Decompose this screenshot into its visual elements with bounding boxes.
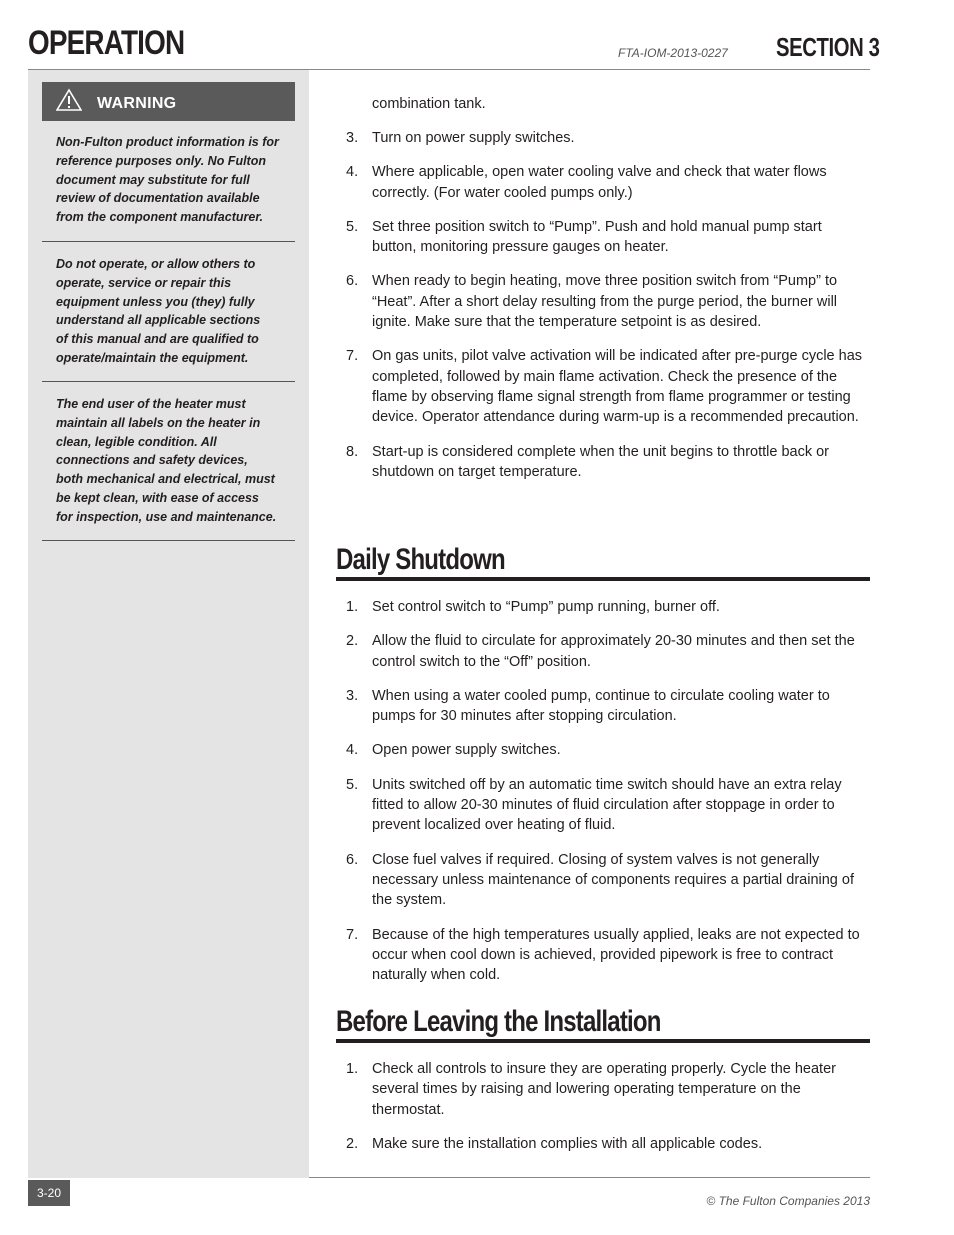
list-item xyxy=(336,346,870,427)
list-item xyxy=(336,217,870,258)
list-item xyxy=(336,686,870,727)
warning-triangle-icon xyxy=(56,88,82,112)
list-item xyxy=(336,850,870,911)
step-text: Because of the high temperatures usually applied, leaks are not expected to occur when cool down is achieved, provided pipework is free to contract naturally when cold. xyxy=(372,926,860,984)
step-text: Set control switch to “Pump” pump running, burner off. xyxy=(372,599,720,615)
sidebar xyxy=(28,70,309,1178)
step-text: When ready to begin heating, move three position switch from “Pump” to “Heat”. After a short delay resulting from the purge period, the burner will ignite. Make sure that the temperature setpoint is as desired. xyxy=(372,273,838,331)
step-text: Set three position switch to “Pump”. Push and hold manual pump start button, monitoring pressure gauges on heater. xyxy=(372,218,822,256)
step-text: Units switched off by an automatic time switch should have an extra relay fitted to allow 20-30 minutes of fluid circulation after stoppage in order to prevent localized over heating of fluid. xyxy=(372,776,842,834)
warning-note: Non-Fulton product information is for reference purposes only. No Fulton document may substitute for full review of documentation available from the component manufacturer. xyxy=(56,135,279,225)
step-number: 3. xyxy=(346,130,359,146)
list-item xyxy=(336,442,870,483)
step-text: Check all controls to insure they are operating properly. Cycle the heater several times by raising and lowering operating temperature on the thermostat. xyxy=(372,1061,836,1118)
step-number: 5. xyxy=(346,776,359,793)
warning-label: WARNING xyxy=(97,95,177,112)
shutdown-steps-list xyxy=(336,597,870,999)
step-number: 3. xyxy=(346,687,359,704)
step-number: 7. xyxy=(346,926,359,943)
step-number: 4. xyxy=(346,164,359,181)
step-text: Open power supply switches. xyxy=(372,742,561,759)
list-item xyxy=(336,631,870,672)
step-number: 2. xyxy=(346,633,359,650)
step-text: When using a water cooled pump, continue to circulate cooling water to pumps for 30 minutes after stopping circulation. xyxy=(372,687,830,725)
step-number: 6. xyxy=(346,851,359,868)
section-heading: Before Leaving the Installation xyxy=(336,1005,661,1038)
step-text: Turn on power supply switches. xyxy=(372,130,575,146)
copyright: © The Fulton Companies 2013 xyxy=(706,1194,870,1208)
step-number: 1. xyxy=(346,599,359,615)
warning-note: The end user of the heater must maintain all labels on the heater in clean, legible condition. All connections and safety devices, both mechanical and electrical, must be kept clean, with ease of access for inspection, use and maintenance. xyxy=(56,397,277,524)
list-item xyxy=(336,271,870,332)
page-number: 3-20 xyxy=(28,1180,70,1206)
warning-divider xyxy=(42,540,295,541)
heading-rule xyxy=(336,577,870,581)
section-label: SECTION 3 xyxy=(776,32,880,62)
step-text: Make sure the installation complies with all applicable codes. xyxy=(372,1135,763,1152)
list-item xyxy=(336,740,870,760)
step-number: 2. xyxy=(346,1135,359,1152)
list-item xyxy=(336,162,870,203)
list-item xyxy=(336,775,870,836)
list-item xyxy=(336,1134,870,1154)
step-number: 5. xyxy=(346,218,359,235)
document-code: FTA-IOM-2013-0227 xyxy=(618,46,728,60)
step-text: Allow the fluid to circulate for approximately 20-30 minutes and then set the control switch to the “Off” position. xyxy=(372,633,855,670)
heading-rule xyxy=(336,1039,870,1043)
startup-steps-list xyxy=(336,128,870,496)
step-number: 1. xyxy=(346,1061,359,1077)
warning-divider xyxy=(42,241,295,242)
step-text: Start-up is considered complete when the unit begins to throttle back or shutdown on target temperature. xyxy=(372,443,830,480)
footer-divider xyxy=(309,1177,870,1178)
section-heading: Daily Shutdown xyxy=(336,543,505,576)
step-text: On gas units, pilot valve activation will be indicated after pre-purge cycle has completed, followed by main flame activation. Check the presence of the flame by observing flame signal strength from flame programmer or testing device. Operator attendance during warm-up is a recommended precaution. xyxy=(372,348,863,426)
page-title: OPERATION xyxy=(28,24,185,62)
continued-text: combination tank. xyxy=(372,96,486,112)
step-text: Close fuel valves if required. Closing of system valves is not generally necessary unless maintenance of components requires a partial draining of the system. xyxy=(372,851,854,909)
list-item xyxy=(336,925,870,986)
warning-divider xyxy=(42,381,295,382)
list-item xyxy=(336,1059,870,1120)
step-number: 4. xyxy=(346,742,359,759)
step-number: 6. xyxy=(346,273,359,290)
warning-banner xyxy=(42,82,295,121)
warning-note: Do not operate, or allow others to operate, service or repair this equipment unless you (they) fully understand all applicable sections of this manual and are qualified to operate/maintain the equipment. xyxy=(56,257,261,365)
step-number: 8. xyxy=(346,443,359,460)
step-text: Where applicable, open water cooling valve and check that water flows correctly. (For water cooled pumps only.) xyxy=(372,164,827,201)
list-item xyxy=(336,597,870,617)
list-item xyxy=(336,128,870,148)
step-number: 7. xyxy=(346,348,359,365)
before-leaving-steps-list xyxy=(336,1059,870,1168)
